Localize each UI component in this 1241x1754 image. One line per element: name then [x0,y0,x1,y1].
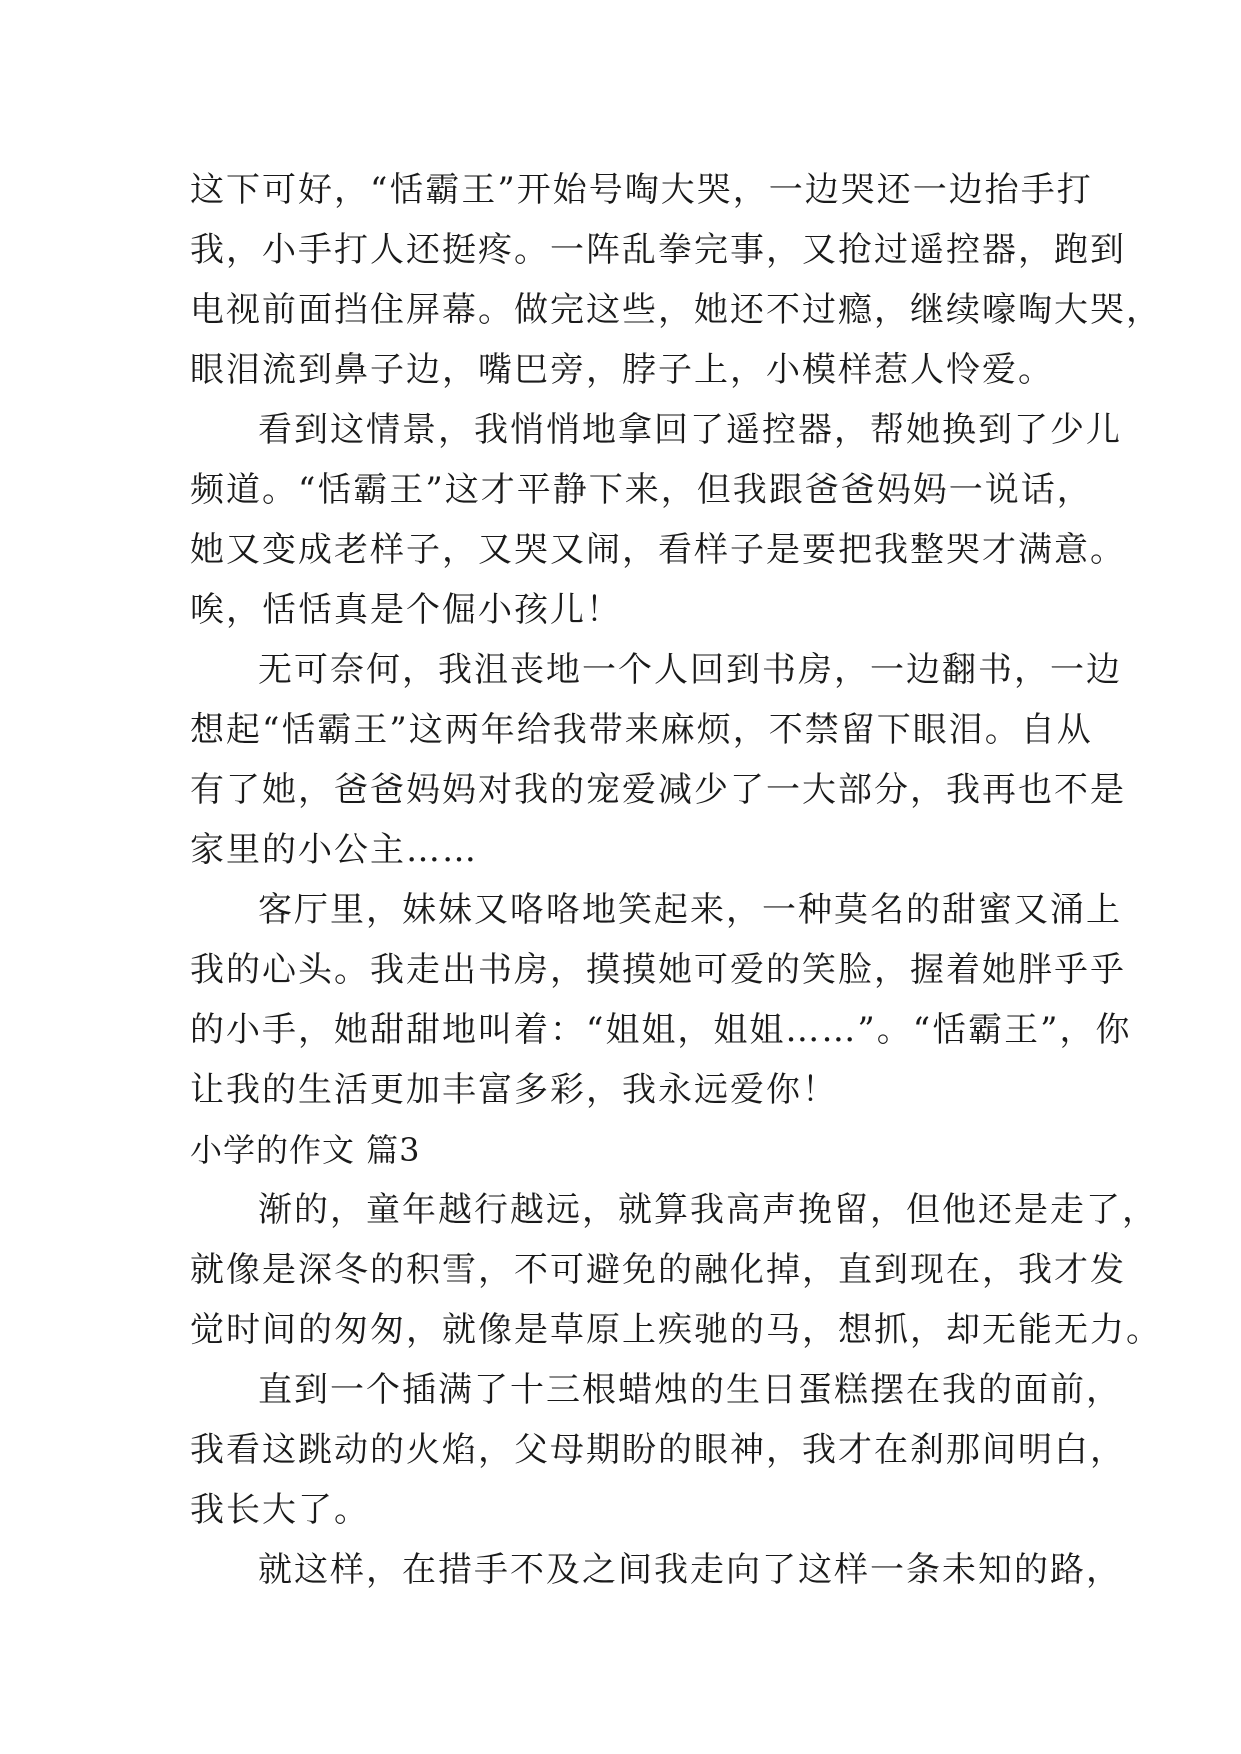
text-line: 频道。“恬霸王”这才平静下来，但我跟爸爸妈妈一说话， [190,470,1093,510]
section-heading: 小学的作文 篇3 [190,1131,421,1169]
paragraph-start-line: 看到这情景，我悄悄地拿回了遥控器，帮她换到了少儿 [258,410,1122,450]
document-page [190,160,1162,1600]
text-line: 有了她，爸爸妈妈对我的宠爱减少了一大部分，我再也不是 [190,770,1126,810]
text-line: 觉时间的匆匆，就像是草原上疾驰的马，想抓，却无能无力。 [190,1310,1162,1350]
text-line: 我，小手打人还挺疼。一阵乱拳完事，又抢过遥控器，跑到 [190,230,1126,270]
text-line: 想起“恬霸王”这两年给我带来麻烦，不禁留下眼泪。自从 [190,710,1093,750]
paragraph-start-line: 渐的，童年越行越远，就算我高声挽留，但他还是走了， [258,1190,1158,1230]
text-line: 唉，恬恬真是个倔小孩儿！ [190,590,622,630]
text-line: 我的心头。我走出书房，摸摸她可爱的笑脸，握着她胖乎乎 [190,950,1126,990]
text-line: 的小手，她甜甜地叫着：“姐姐，姐姐……”。“恬霸王”，你 [190,1010,1132,1050]
text-line: 家里的小公主…… [190,830,478,870]
text-line: 她又变成老样子，又哭又闹，看样子是要把我整哭才满意。 [190,530,1126,570]
paragraph-start-line: 直到一个插满了十三根蜡烛的生日蛋糕摆在我的面前， [258,1370,1122,1410]
paragraph-start-line: 就这样，在措手不及之间我走向了这样一条未知的路， [258,1550,1122,1590]
text-line: 让我的生活更加丰富多彩，我永远爱你！ [190,1070,838,1110]
paragraph-start-line: 客厅里，妹妹又咯咯地笑起来，一种莫名的甜蜜又涌上 [258,890,1122,930]
text-line: 电视前面挡住屏幕。做完这些，她还不过瘾，继续嚎啕大哭， [190,290,1162,330]
text-line: 就像是深冬的积雪，不可避免的融化掉，直到现在，我才发 [190,1250,1126,1290]
text-line: 我长大了。 [190,1490,370,1530]
text-line: 我看这跳动的火焰，父母期盼的眼神，我才在刹那间明白， [190,1430,1126,1470]
text-line: 眼泪流到鼻子边，嘴巴旁，脖子上，小模样惹人怜爱。 [190,350,1054,390]
text-line: 这下可好，“恬霸王”开始号啕大哭，一边哭还一边抬手打 [190,170,1093,210]
paragraph-start-line: 无可奈何，我沮丧地一个人回到书房，一边翻书，一边 [258,650,1122,690]
